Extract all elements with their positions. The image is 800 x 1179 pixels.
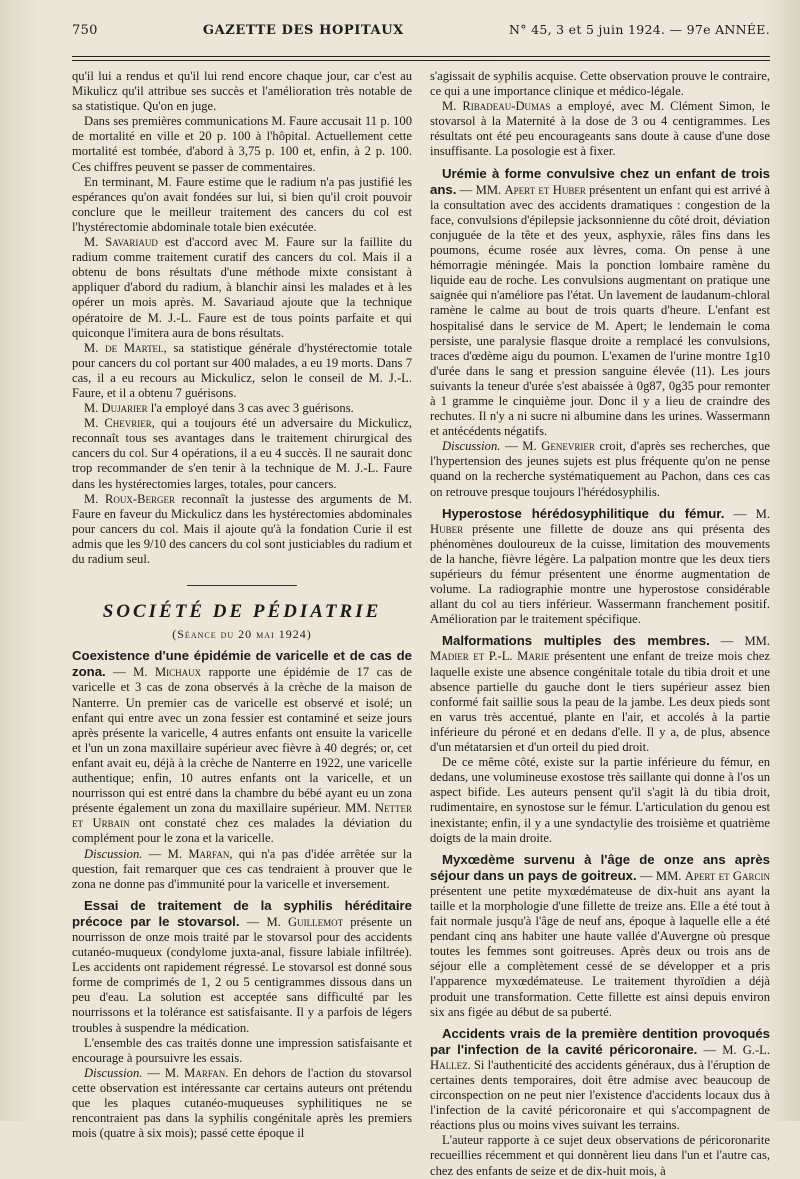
paragraph-text: rapporte une épidémie de 17 cas de varicelle et 3 cas de zona observés à la crèche de la maison de Nanterre. Un premier cas de varicelle est observé et isolé; un enfant qui entre avec un zona fessier est contaminé et seize jours après présente la varicelle, 4 autres enfants ont ensuite la varicelle et l'un un zona maxillaire supérieur avec fièvre à 40 degrés; or, cet enfant avait eu, déjà à la crèche de Nanterre en 1922, une varicelle authentique; enfin, 10 autres enfants ont la varicelle, et un nourrisson qui est entré dans la chambre du bébé ayant eu un zona présente également un zona du maxillaire supérieur. MM. [72, 665, 412, 816]
paragraph: En terminant, M. Faure estime que le radium n'a pas justifié les espérances qu'on avait fondées sur lui, si bien qu'il croit pouvoir conclure que le meilleur traitement des cancers du col est l'hystérectomie abdominale totale bien exécutée. [72, 174, 412, 234]
paragraph [72, 416, 412, 491]
paragraph-text: reconnaît la justesse des arguments de M. Faure en faveur du Mickulicz dans les hystérectomies abdominales pour cancers du col. Mais il ajoute qu'à la fondation Curie il est admis que les 9/10 des cancers du col sont justiciables du radium et du radium seul. [72, 491, 412, 566]
article-heading: Hyperostose hérédosyphilitique du fémur. [442, 505, 725, 521]
article-heading: Urémie à forme convulsive chez un enfant de trois ans. [430, 165, 770, 197]
author-name: M. de Martel [84, 340, 164, 355]
right-column [430, 69, 770, 1179]
section-heading [72, 585, 412, 642]
paragraph [430, 506, 770, 628]
paragraph-text: . Si l'authenticité des accidents généraux, dus à l'éruption de certaines dents temporaires, doit être admise avec beaucoup de circonspection on ne peut nier l'existence d'accidents locaux dus à l'infection de la cavité péricoronaire et qui s'accompagnent de réactions plus ou moins vives suivant les terrains. [430, 1057, 770, 1133]
author-name: Marfan [188, 846, 230, 861]
paragraph [430, 439, 770, 499]
paragraph-text: , qui n'a pas d'idée arrêtée sur la question, fait remarquer que ces cas tendraient à prouver que le zona ne donne pas d'immunité pour la varicelle et inversement. [72, 846, 412, 891]
paragraph-text: présente une fillette de douze ans qui présenta des phénomènes douloureux de la cuisse, limitation des mouvements de la hanche, fièvre légère. La palpation montre que les deux tiers supérieurs du fémur présentent une énorme augmentation de volume. La radiographie montre une hyperostose considérable allant du col au tiers inférieur. Wassermann franchement positif. Amélioration par le traitement spécifique. [430, 521, 770, 627]
paragraph: De ce même côté, existe sur la partie inférieure du fémur, en dedans, une volumineuse exostose très saillante qui donne à l'os un aspect bifide. Les auteurs pensent qu'il s'agit là du tibia droit, rudimentaire, en synostose sur le fémur. L'articulation du genou est inexistante; enfin, il y a une syndactylie des troisième et quatrième doigts de la main droite. [430, 755, 770, 845]
paragraph-text: ont constaté chez ces malades la déviation du complément pour le zona et la varicelle. [72, 816, 412, 846]
discussion-label: Discussion. [84, 846, 143, 861]
paragraph [72, 847, 412, 892]
paragraph-text: , sa statistique générale d'hystérectomie totale pour cancers du col portant sur 400 malades, a eu 19 morts. Dans 7 cas, il a eu recours au Mickulicz, selon le conseil de M. J.-L. Faure, et il a obtenu 7 guérisons. [72, 340, 412, 400]
paragraph-text: l'a employé dans 3 cas avec 3 guérisons. [147, 401, 354, 416]
paragraph [430, 99, 770, 159]
author-name: Apert et Huber [504, 182, 586, 197]
text-columns [72, 69, 770, 1179]
author-name: Madier et P.-L. Marie [430, 649, 550, 664]
paragraph: qu'il lui a rendus et qu'il lui rend encore chaque jour, car c'est au Mikulicz qu'il attribue ses succès et l'amélioration très notable de sa statistique. Qu'on en juge. [72, 69, 412, 114]
author-name: Michaux [154, 665, 202, 680]
section-subtitle: (Séance du 20 mai 1924) [172, 627, 312, 642]
section-title: SOCIÉTÉ DE PÉDIATRIE [102, 601, 382, 623]
paragraph-text: — M. [142, 846, 189, 861]
author-name: M. Savariaud [84, 235, 158, 250]
author-name: Genevrier [541, 439, 595, 454]
paragraph-text: — MM. [636, 868, 685, 883]
paragraph [72, 235, 412, 341]
author-name: Netter et Urbain [72, 801, 412, 831]
paragraph-text: présente un nourrisson de onze mois traité par le stovarsol pour des accidents cutanéo-muqueux (condylome juxta-anal, fissure labiale infiltrée). Les accidents ont rapidement régressé. Le stovarsol est donné sous forme de comprimés de 1, 2 ou 5 centigrammes dissous dans un peu d'eau. La solution est acceptée sans difficulté par les nourrissons et la tolérance est satisfaisante. Il y a parfois de légers troubles à suspendre la médication. [72, 914, 412, 1035]
journal-title: GAZETTE DES HOPITAUX [202, 23, 404, 38]
section-divider [187, 585, 297, 586]
author-name: G.-L. Hallez [430, 1042, 770, 1072]
paragraph-text: — M. [142, 1065, 185, 1080]
paragraph [72, 492, 412, 567]
paragraph-text: présentent une petite myxœdémateuse de dix-huit ans ayant la taille et la morphologie d'une fillette de treize ans. Elle a été tout à fait normale jusqu'à l'âge de neuf ans, époque à laquelle elle a été pendant cinq ans habiter une haute vallée d'Auvergne où presque toutes les femmes sont goitreuses. Après deux ou trois ans de séjour elle a complètement cessé de se développer et a pris l'apparence myxœdémateuse. Le traitement thyroïdien a déjà produit une transformation. Cette fillette est ainsi depuis environ six ans figée au début de sa puberté. [430, 883, 770, 1019]
paragraph-text: — M. [500, 439, 542, 454]
paragraph-text: a employé, avec M. Clément Simon, le stovarsol à la Maternité à la dose de 3 ou 4 centigrammes. Les résultats ont été peu encourageants sans doute à cause d'une dose insuffisante. La posologie est à fixer. [430, 99, 771, 159]
paragraph-text: croit, d'après ses recherches, que l'hypertension des jeunes sujets est plus fréquente qu'on ne pense quand on la recherche systématiquement au Pachon, dans ces cas on retrouve presque toujours l'hérédosyphilis. [430, 439, 770, 499]
paragraph-text: présentent une enfant de treize mois chez laquelle existe une absence congénitale totale du tibia droit et une absence partielle du gauche dont le tiers supérieur assez bien conformé fait saillie sous la peau de la jambe. Les deux pieds sont en varus très accentué, plante en l'air, et accolés à la partie inférieure du péroné et en dedans d'elle. Il y a, de plus, absence d'un métatarsien et d'un orteil du pied droit. [430, 649, 770, 755]
author-name: Apert et Garcin [684, 868, 770, 883]
author-name: Marfan [184, 1065, 226, 1080]
article-heading: Essai de traitement de la syphilis héréditaire précoce par le stovarsol. [72, 897, 412, 929]
article-heading: Myxœdème survenu à l'âge de onze ans après séjour dans un pays de goitreux. [430, 851, 770, 883]
paragraph-text: . En dehors de l'action du stovarsol cette observation est intéressante car certains auteurs ont prétendu que les plaques cutanéo-muqueuses syphilitiques ne se rencontraient pas dans la syphilis congénitale après les premiers mois (quatre à six mois); passé cette époque il [72, 1065, 412, 1141]
discussion-label: Discussion. [442, 439, 501, 454]
paragraph [72, 341, 412, 401]
paragraph-text: — M. [724, 506, 770, 521]
paragraph [430, 1026, 770, 1134]
paragraph [72, 898, 412, 1036]
discussion-label: Discussion. [84, 1065, 143, 1080]
paragraph [72, 1066, 412, 1141]
author-name: M. Dujarier [84, 401, 148, 416]
paragraph [430, 633, 770, 755]
paragraph [430, 852, 770, 1020]
paragraph-text: — M. [105, 665, 155, 680]
author-name: M. Roux-Berger [84, 491, 175, 506]
paragraph: Dans ses premières communications M. Faure accusait 11 p. 100 de mortalité en ville et 20 p. 100 à l'hôpital. Actuellement cette mortalité est tombée, d'abord à 3,75 p. 100 et, enfin, à 2 p. 100. Ces chiffres peuvent se passer de commentaires. [72, 114, 412, 174]
paragraph [72, 401, 412, 416]
article-heading: Coexistence d'une épidémie de varicelle et de cas de zona. [72, 648, 412, 680]
header-rule [72, 56, 770, 61]
author-name: M. Chevrier [84, 416, 152, 431]
article-heading: Accidents vrais de la première dentition provoqués par l'infection de la cavité péricoronaire. [430, 1025, 770, 1057]
paragraph-text: est d'accord avec M. Faure sur la faillite du radium comme traitement curatif des cancers du col. Mais il a obtenu de bons résultats d'une méthode mixte consistant à appliquer d'abord du radium, à blanchir ainsi les malades et à les opérer un mois après. M. Savariaud ajoute que la technique opératoire de M. J.-L. Faure est de tous points parfaite et qui quiconque l'imitera aura de bons résultats. [72, 235, 412, 340]
paragraph [430, 166, 770, 440]
running-header [72, 22, 770, 42]
left-column [72, 69, 412, 1179]
paragraph-text: — M. [239, 914, 288, 929]
paragraph-text: présentent un enfant qui est arrivé à la consultation avec des accidents dramatiques : congestion de la face, convulsions d'épilepsie jacksonnienne du côté droit, déviation conjuguée de la tête et des yeux, asphyxie, râles fins dans les poumons, écume rosée aux lèvres, coma. On pense à une hémorragie méningée. Mais la ponction lombaire ramène du liquide eau de roche. Les convulsions augmentant on pratique une saignée qui n'améliore pas l'état. Un lavement de laudanum-chloral ramène le calme au bout de trois quarts d'heure. L'enfant est hospitalisé dans le service de M. Apert; le lendemain le coma persiste, une paralysie flasque droite a remplacé les convulsions, traces d'œdème aigu du poumon. L'examen de l'urine montre 1g10 d'urée dans le sang et pression sanguine élevée (11). Les jours suivants la teneur d'urée s'est abaissée à 0g87, 0g35 pour remonter à 1 gramme le cinquième jour. Donc il y a lieu de craindre des rechutes. Il n'y a ni sucre ni albumine dans les urines. Wassermann et antécédents négatifs. [430, 182, 770, 439]
author-name: M. Ribadeau-Dumas [442, 99, 551, 114]
issue-info: N° 45, 3 et 5 juin 1924. — 97e ANNÉE. [509, 22, 770, 37]
paragraph: s'agissait de syphilis acquise. Cette observation prouve le contraire, ce qui a une importance clinique et médico-légale. [430, 69, 770, 99]
author-name: Huber [430, 521, 464, 536]
paragraph-text: , qui a toujours été un adversaire du Mickulicz, reconnaît tous ses avantages dans le traitement chirurgical des cancers du col. Sur 4 opérations, il a eu 4 succès. Il ne saurait donc trop recommander de s'en tenir à la technique de M. J.-L. Faure dans les hystérectomies larges, totales, pour cancers. [72, 416, 412, 491]
paragraph-text: — MM. [709, 634, 770, 649]
paragraph: L'auteur rapporte à ce sujet deux observations de péricoronarite recueillies récemment et qui donnèrent lieu dans l'un et l'autre cas, chez des enfants de seize et de dix-huit mois, à [430, 1133, 770, 1178]
paragraph-text: — M. [697, 1042, 743, 1057]
article-heading: Malformations multiples des membres. [442, 633, 710, 649]
paragraph: L'ensemble des cas traités donne une impression satisfaisante et encourage à poursuivre les essais. [72, 1035, 412, 1065]
paragraph-text: — MM. [456, 182, 505, 197]
author-name: Guillemot [287, 914, 344, 929]
paragraph [72, 648, 412, 846]
page-number: 750 [72, 23, 98, 38]
